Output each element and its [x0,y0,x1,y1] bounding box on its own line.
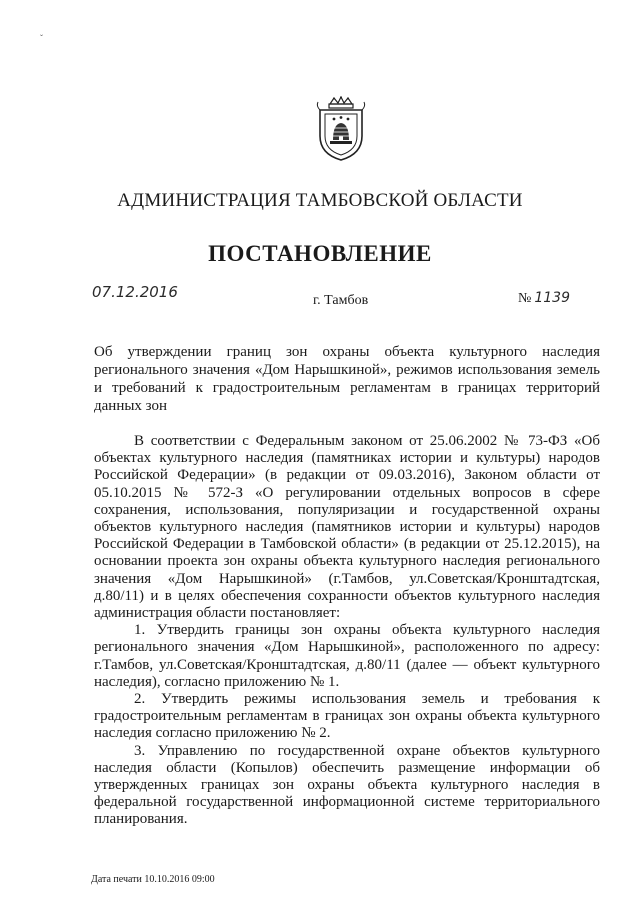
document-date: 07.12.2016 [92,283,178,301]
document-body [94,433,600,829]
number-value: 1139 [534,290,570,306]
document-subject: Об утверждении границ зон охраны объекта культурного наследия регионального значения «Дом Нарышкиной», режимов использования земель и требований к градостроительным регламентам в границах территорий данных зон [94,344,600,414]
number-label: № [518,291,532,306]
document-type-title: ПОСТАНОВЛЕНИЕ [208,241,432,266]
preamble-paragraph: В соответствии с Федеральным законом от 25.06.2002 № 73-ФЗ «Об объектах культурного наследия (памятниках истории и культуры) народов Российской Федерации» (в редакции от 09.03.2016), Законом области от 05.10.2015 № 572-З «О регулировании отдельных вопросов в сфере сохранения, использования, популяризации и государственной охраны объектов культурного наследия (памятников истории и культуры) народов Российской Федерации в Тамбовской области» (в редакции от 25.12.2015), на основании проекта зон охраны объекта культурного наследия регионального значения «Дом Нарышкиной» (г.Тамбов, ул.Советская/Кронштадтская, д.80/11) и в целях обеспечения сохранности объектов культурного наследия администрация области постановляет: [94,433,600,622]
scan-mark: ˇ [40,33,43,43]
agency-name: АДМИНИСТРАЦИЯ ТАМБОВСКОЙ ОБЛАСТИ [117,190,523,211]
coat-of-arms-emblem [312,96,370,162]
clause-2-paragraph: 2. Утвердить режимы использования земель и требования к градостроительным регламентам в границах зон охраны объекта культурного наследия согласно приложению № 2. [94,691,600,742]
print-date-footer: Дата печати 10.10.2016 09:00 [91,874,215,885]
document-city: г. Тамбов [313,293,369,308]
document-number [518,290,570,307]
clause-3-paragraph: 3. Управлению по государственной охране объектов культурного наследия области (Копылов) обеспечить размещение информации об утвержденных границах зон охраны объекта культурного наследия в федеральной государственной информационной системе территориального планирования. [94,742,600,828]
clause-1-paragraph: 1. Утвердить границы зон охраны объекта культурного наследия регионального значения «Дом Нарышкиной», расположенного по адресу: г.Тамбов, ул.Советская/Кронштадтская, д.80/11 (далее — объект культурного наследия), согласно приложению № 1. [94,622,600,690]
